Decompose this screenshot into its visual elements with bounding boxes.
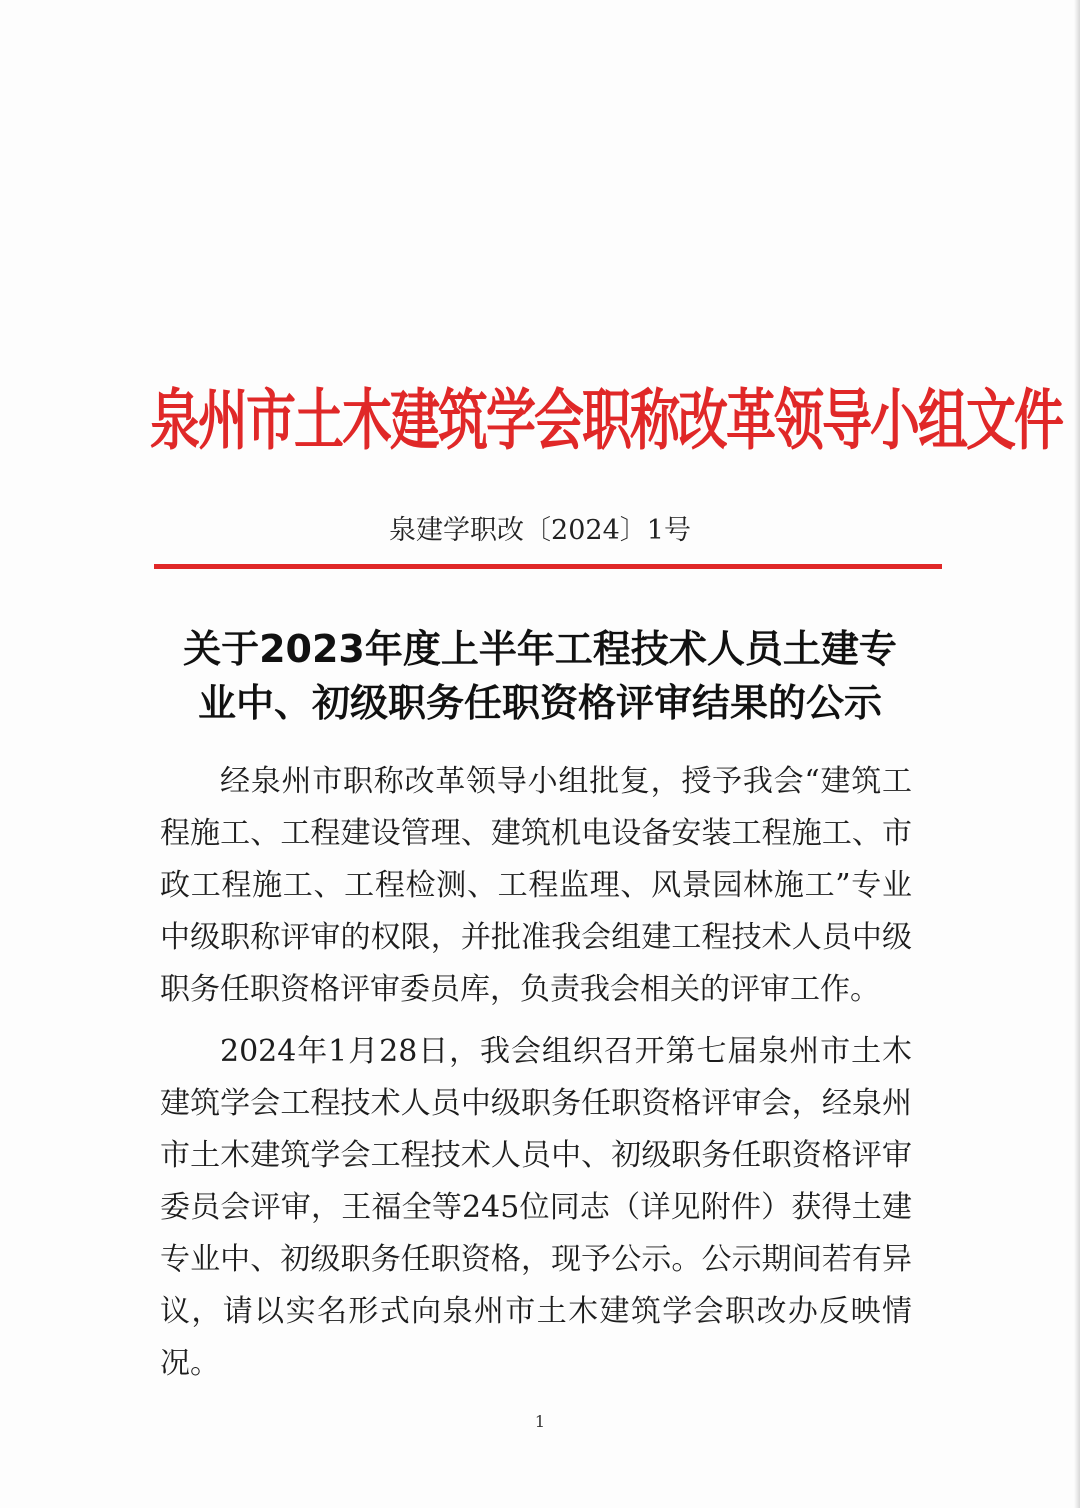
page-number: 1	[534, 1412, 546, 1431]
notice-title-line-1: 关于2023年度上半年工程技术人员土建专	[183, 627, 897, 671]
notice-title-line-2: 业中、初级职务任职资格评审结果的公示	[197, 681, 882, 725]
paragraph-2: 2024年1月28日，我会组织召开第七届泉州市土木建筑学会工程技术人员中级职务任职资格评审会，经泉州市土木建筑学会工程技术人员中、初级职务任职资格评审委员会评审，王福全等245位同志（详见附件）获得土建专业中、初级职务任职资格，现予公示。公示期间若有异议，请以实名形式向泉州市土木建筑学会职改办反映情况。	[160, 1034, 912, 1381]
paragraph-1: 经泉州市职称改革领导小组批复，授予我会“建筑工程施工、工程建设管理、建筑机电设备安装工程施工、市政工程施工、工程检测、工程监理、风景园林施工”专业中级职称评审的权限，并批准我会组建工程技术人员中级职务任职资格评审委员库，负责我会相关的评审工作。	[160, 764, 912, 1007]
issuer-header: 泉州市土木建筑学会职称改革领导小组文件	[150, 382, 1062, 460]
red-divider-line	[154, 564, 942, 569]
document-number: 泉建学职改〔2024〕1号	[389, 515, 691, 546]
page-edge-shadow	[1074, 0, 1080, 1508]
notice-body	[160, 756, 912, 1400]
notice-title	[150, 622, 930, 730]
